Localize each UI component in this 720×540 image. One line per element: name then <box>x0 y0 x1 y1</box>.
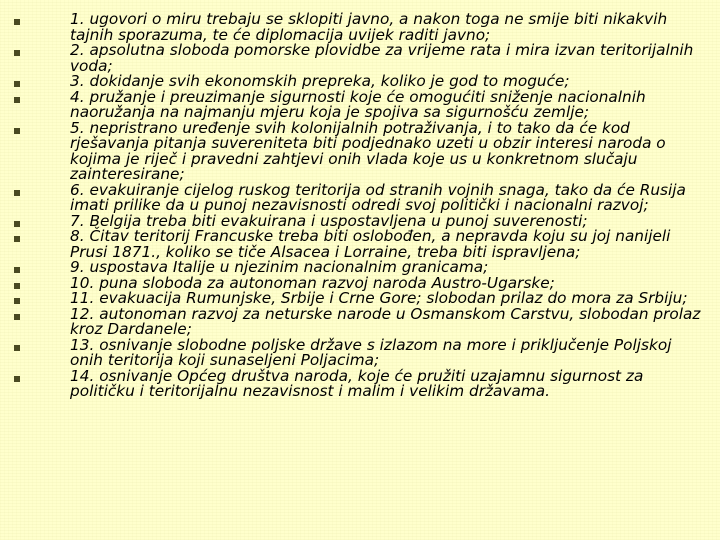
list-item-text: 8. Čitav teritorij Francuske treba biti oslobođen, a nepravda koju su joj nanijeli Prusi 1871., koliko se tiče Alsacea i Lorraine, treba biti ispravljena; <box>70 227 671 261</box>
list-item <box>56 335 706 369</box>
list-item-text: 9. uspostava Italije u njezinim nacionalnim granicama; <box>70 258 489 276</box>
square-bullet-icon <box>14 221 20 227</box>
list-item <box>56 118 706 183</box>
list-item <box>56 87 706 121</box>
square-bullet-icon <box>14 50 20 56</box>
list-item <box>56 43 706 74</box>
square-bullet-icon <box>14 19 20 25</box>
list-item-text: 2. apsolutna sloboda pomorske plovidbe za vrijeme rata i mira izvan teritorijalnih voda; <box>70 41 694 75</box>
list-item <box>56 304 706 338</box>
list-item <box>56 180 706 214</box>
square-bullet-icon <box>14 283 20 289</box>
list-item-text: 14. osnivanje Općeg društva naroda, koje će pružiti uzajamnu sigurnost za političku i teritorijalnu nezavisnost i malim i velikim državama. <box>70 366 644 400</box>
list-item-text: 5. nepristrano uređenje svih kolonijalnih potraživanja, i to tako da će kod rješavanja pitanja suvereniteta biti podjednako uzeti u obzir interesi naroda o kojima je riječ i pravedni zahtjevi onih vlada koje us u konkretnom slučaju zainteresirane; <box>70 118 666 183</box>
square-bullet-icon <box>14 81 20 87</box>
list-item <box>56 12 706 43</box>
list-item-text: 13. osnivanje slobodne poljske države s izlazom na more i priključenje Poljskoj onih teritorija koji sunaseljeni Poljacima; <box>70 335 672 369</box>
square-bullet-icon <box>14 267 20 273</box>
list-item-text: 4. pružanje i preuzimanje sigurnosti koje će omogućiti sniženje nacionalnih naoružanja na najmanju mjeru koja je spojiva sa sigurnošću zemlje; <box>70 87 646 121</box>
list-item-text: 12. autonoman razvoj za neturske narode u Osmanskom Carstvu, slobodan prolaz kroz Dardanele; <box>70 304 701 338</box>
square-bullet-icon <box>14 345 20 351</box>
list-item-text: 10. puna sloboda za autonoman razvoj naroda Austro-Ugarske; <box>70 273 555 292</box>
list-item <box>56 366 706 400</box>
list-item-text: 1. ugovori o miru trebaju se sklopiti javno, a nakon toga ne smije biti nikakvih tajnih sporazuma, te će diplomacija uvijek raditi javno; <box>70 10 668 44</box>
fourteen-points-list <box>56 12 706 400</box>
list-item-text: 11. evakuacija Rumunjske, Srbije i Crne Gore; slobodan prilaz do mora za Srbiju; <box>70 289 688 307</box>
list-item <box>56 229 706 260</box>
square-bullet-icon <box>14 236 20 242</box>
list-item-text: 3. dokidanje svih ekonomskih prepreka, koliko je god to moguće; <box>70 72 570 90</box>
square-bullet-icon <box>14 298 20 304</box>
list-item-text: 7. Belgija treba biti evakuirana i uspostavljena u punoj suverenosti; <box>70 211 588 230</box>
square-bullet-icon <box>14 376 20 382</box>
square-bullet-icon <box>14 128 20 134</box>
square-bullet-icon <box>14 97 20 103</box>
square-bullet-icon <box>14 314 20 320</box>
square-bullet-icon <box>14 190 20 196</box>
list-item-text: 6. evakuiranje cijelog ruskog teritorija od stranih vojnih snaga, tako da će Rusija imati prilike da u punoj nezavisnosti odredi svoj politički i nacionalni razvoj; <box>70 180 686 214</box>
